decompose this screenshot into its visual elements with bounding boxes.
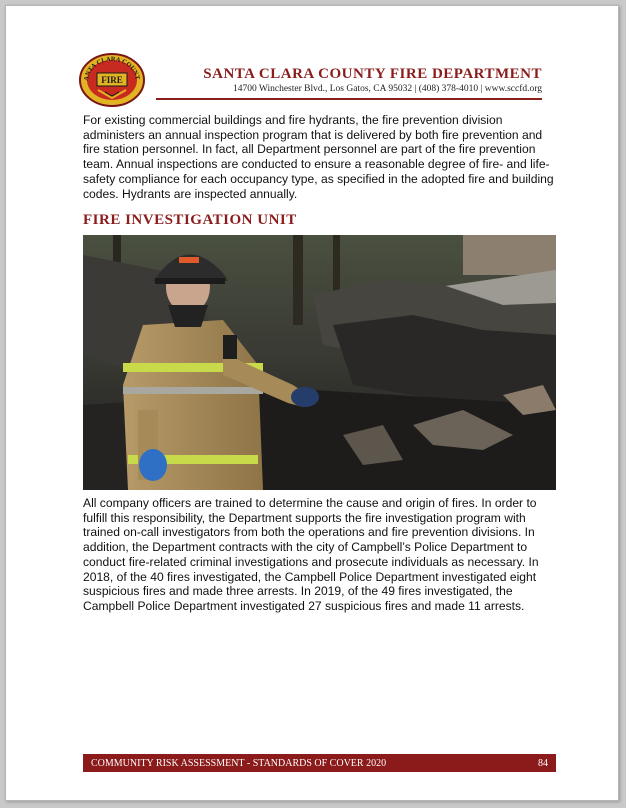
department-seal-logo <box>78 52 146 108</box>
organization-name: SANTA CLARA COUNTY FIRE DEPARTMENT <box>203 66 542 82</box>
seal-arc-text: ANTA CLARA COUNT <box>82 55 141 82</box>
page-number: 84 <box>538 757 548 769</box>
organization-address: 14700 Winchester Blvd., Los Gatos, CA 95032 | (408) 378-4010 | www.sccfd.org <box>232 84 542 94</box>
seal-label: FIRE <box>101 75 123 85</box>
footer-title: COMMUNITY RISK ASSESSMENT - STANDARDS OF COVER 2020 <box>91 757 387 769</box>
document-page <box>5 5 619 801</box>
firefighter-photo <box>83 235 556 490</box>
investigation-paragraph: All company officers are trained to determine the cause and origin of fires. In order to fulfill this responsibility, the Department supports the fire investigation program with trained on-call investigators from both the operations and fire prevention divisions. In addition, the Department contracts with the city of Campbell’s Police Department to conduct fire-related criminal investigations and prosecute individuals as necessary. In 2018, of the 40 fires investigated, the Campbell Police Department investigated eight suspicious fires and made three arrests. In 2019, of the 49 fires investigated, the Campbell Police Department investigated 27 suspicious fires and made 11 arrests. <box>83 496 539 613</box>
section-heading: FIRE INVESTIGATION UNIT <box>83 212 297 228</box>
footer-bar <box>83 754 556 772</box>
header-rule <box>156 98 542 100</box>
inspection-paragraph: For existing commercial buildings and fire hydrants, the fire prevention division administers an annual inspection program that is delivered by both fire prevention and fire station personnel. In fact, all Department personnel are part of the fire prevention team. Annual inspections are conducted to ensure a reasonable degree of fire- and life-safety compliance for each occupancy type, as specified in the adopted fire and building codes. Hydrants are inspected annually. <box>83 113 554 201</box>
